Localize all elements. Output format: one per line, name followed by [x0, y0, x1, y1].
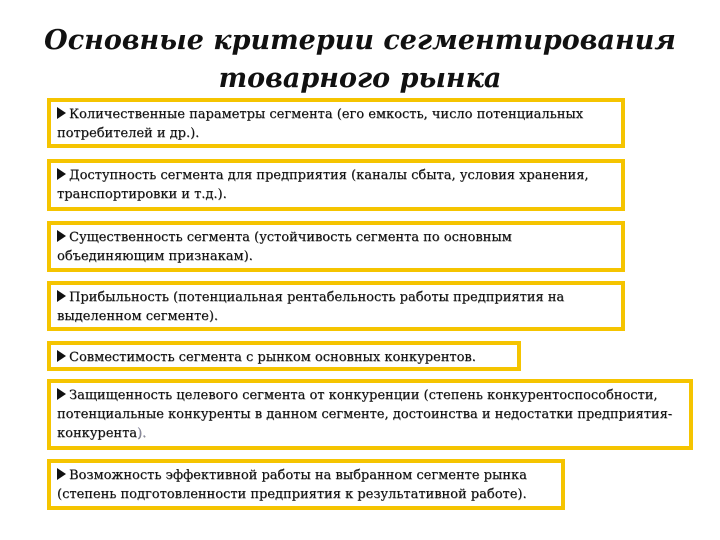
criterion-box-substantiality — [47, 221, 625, 272]
criterion-text: Количественные параметры сегмента (его емкость, число потенциальных потребителей и др.). — [57, 107, 584, 141]
arrow-bullet-icon — [57, 468, 66, 480]
criterion-box-protection — [47, 379, 693, 450]
criterion-box-efficiency — [47, 459, 565, 510]
arrow-bullet-icon — [57, 168, 66, 180]
criterion-text-tail: ). — [137, 426, 147, 441]
criterion-box-compatibility — [47, 341, 521, 371]
criterion-box-quantitative — [47, 98, 625, 148]
arrow-bullet-icon — [57, 230, 66, 242]
arrow-bullet-icon — [57, 107, 66, 119]
criterion-text: Прибыльность (потенциальная рентабельность работы предприятия на выделенном сегменте). — [57, 290, 565, 324]
arrow-bullet-icon — [57, 290, 66, 302]
slide-title-line-2: товарного рынка — [218, 63, 502, 94]
slide-title-line-1: Основные критерии сегментирования — [44, 25, 676, 56]
arrow-bullet-icon — [57, 350, 66, 362]
criterion-text: Существенность сегмента (устойчивость сегмента по основным объединяющим признакам). — [57, 230, 512, 264]
slide-title — [40, 22, 680, 98]
criterion-text: Совместимость сегмента с рынком основных конкурентов. — [69, 350, 476, 365]
criterion-box-accessibility — [47, 159, 625, 211]
criterion-text: Защищенность целевого сегмента от конкуренции (степень конкурентоспособности, потенциальные конкуренты в данном сегменте, достоинства и недостатки предприятия-конкурента — [57, 388, 673, 441]
criterion-box-profitability — [47, 281, 625, 331]
arrow-bullet-icon — [57, 388, 66, 400]
criterion-text: Доступность сегмента для предприятия (каналы сбыта, условия хранения, транспортировки и т.д.). — [57, 168, 589, 202]
criterion-text: Возможность эффективной работы на выбранном сегменте рынка (степень подготовленности предприятия к результативной работе). — [57, 468, 527, 502]
